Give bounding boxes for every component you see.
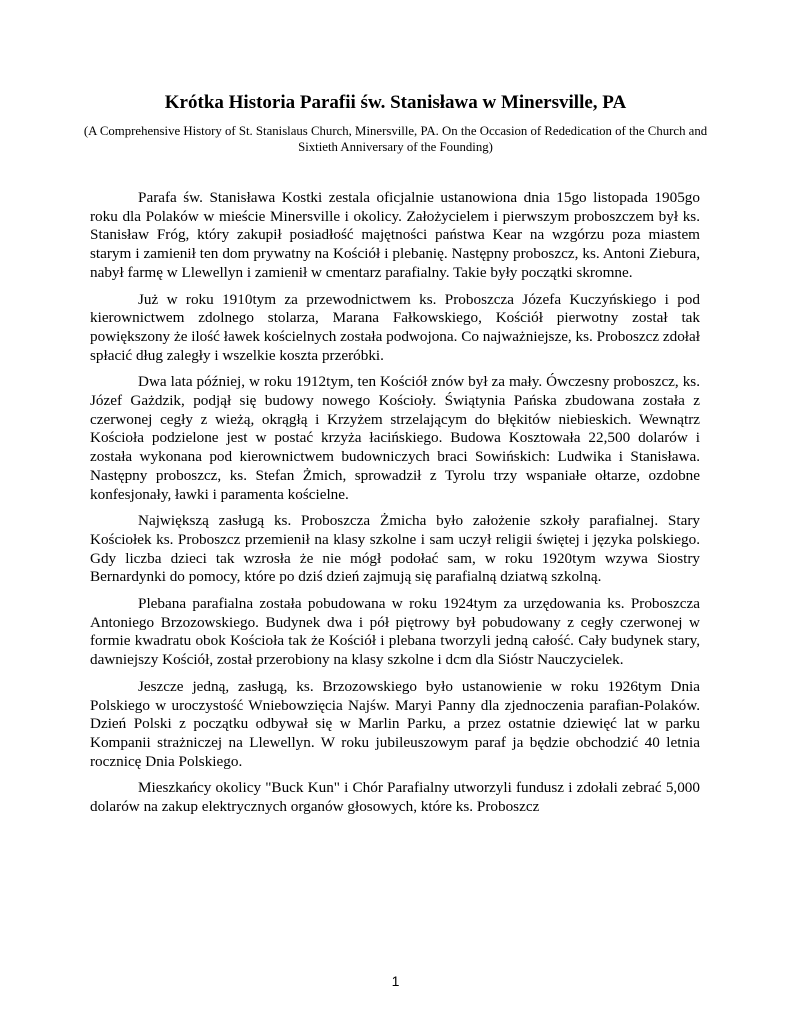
paragraph-6: Jeszcze jedną, zasługą, ks. Brzozowskiego było ustanowienie w roku 1926tym Dnia Polskiego w uroczystość Wniebowzięcia Najśw. Maryi Panny dla zjednoczenia parafian-Polaków. Dzień Polski z początku odbywał się w Marlin Parku, a przez ostatnie dziewięć lat w parku Kompanii strażniczej na Llewellyn. W roku jubileuszowym paraf ja będzie obchodzić 40 letnia rocznicę Dnia Polskiego. xyxy=(90,677,700,770)
page-number: 1 xyxy=(391,973,400,989)
document-body xyxy=(90,189,700,825)
paragraph-5: Plebana parafialna została pobudowana w roku 1924tym za urzędowania ks. Proboszcza Antoniego Brzozowskiego. Budynek dwa i pół piętrowy był pobudowany z cegły czerwonej w formie kwadratu obok Kościoła tak że Kościół i plebana tworzyli jedną całość. Cały budynek stary, dawniejszy Kościół, został przerobiony na klasy szkolne i dcm dla Sióstr Nauczycielek. xyxy=(90,595,700,669)
paragraph-1: Parafa św. Stanisława Kostki zestala oficjalnie ustanowiona dnia 15go listopada 1905go roku dla Polaków w mieście Minersville i okolicy. Założycielem i pierwszym proboszczem był ks. Stanisław Fróg, który zakupił posiadłość majętności państwa Kear na wzgórzu poza miastem starym i zamienił ten dom prywatny na Kościół i plebanię. Następny proboszcz, ks. Antoni Ziebura, nabył farmę w Llewellyn i zamienił w cmentarz parafialny. Takie były początki skromne. xyxy=(90,189,700,281)
document-title: Krótka Historia Parafii św. Stanisława w Minersville, PA xyxy=(164,92,627,113)
document-subtitle: (A Comprehensive History of St. Stanislaus Church, Minersville, PA. On the Occasion of Rededication of the Church and Sixtieth Anniversary of the Founding) xyxy=(83,124,708,154)
paragraph-7: Mieszkańcy okolicy "Buck Kun" i Chór Parafialny utworzyli fundusz i zdołali zebrać 5,000 dolarów na zakup elektrycznych organów głosowych, które ks. Proboszcz xyxy=(90,779,700,816)
paragraph-2: Już w roku 1910tym za przewodnictwem ks. Proboszcza Józefa Kuczyńskiego i pod kierownictwem zdolnego stolarza, Marana Fałkowskiego, Kościół pierwotny został tak powiększony że ilość ławek kościelnych została podwojona. Co najważniejsze, ks. Proboszcz zdołał spłacić dług zaległy i wszelkie koszta przeróbki. xyxy=(90,290,700,364)
paragraph-3: Dwa lata później, w roku 1912tym, ten Kościół znów był za mały. Ówczesny proboszcz, ks. Józef Gażdzik, podjął się budowy nowego Kościoły. Świątynia Pańska zbudowana została z czerwonej cegły z wieżą, okrągłą i Krzyżem strzelającym do błękitów niebieskich. Wewnątrz Kościoła podzielone jest w postać krzyża łacińskiego. Budowa Kosztowała 22,500 dolarów i została wykonana pod kierownictwem budowniczych braci Sowińskich: Ludwika i Stanisława. Następny proboszcz, ks. Stefan Żmich, sprowadził z Tyrolu trzy wspaniałe ołtarze, ozdobne konfesjonały, ławki i paramenta kościelne. xyxy=(90,373,700,503)
paragraph-4: Największą zasługą ks. Proboszcza Żmicha było założenie szkoły parafialnej. Stary Kościołek ks. Proboszcz przemienił na klasy szkolne i sam uczył religii świętej i języka polskiego. Gdy liczba dzieci tak wzrosła że nie mógł podołać sam, w roku 1920tym wzywa Siostry Bernardynki do pomocy, które po dziś dzień zajmują się parafialną dziatwą szkolną. xyxy=(90,512,700,586)
